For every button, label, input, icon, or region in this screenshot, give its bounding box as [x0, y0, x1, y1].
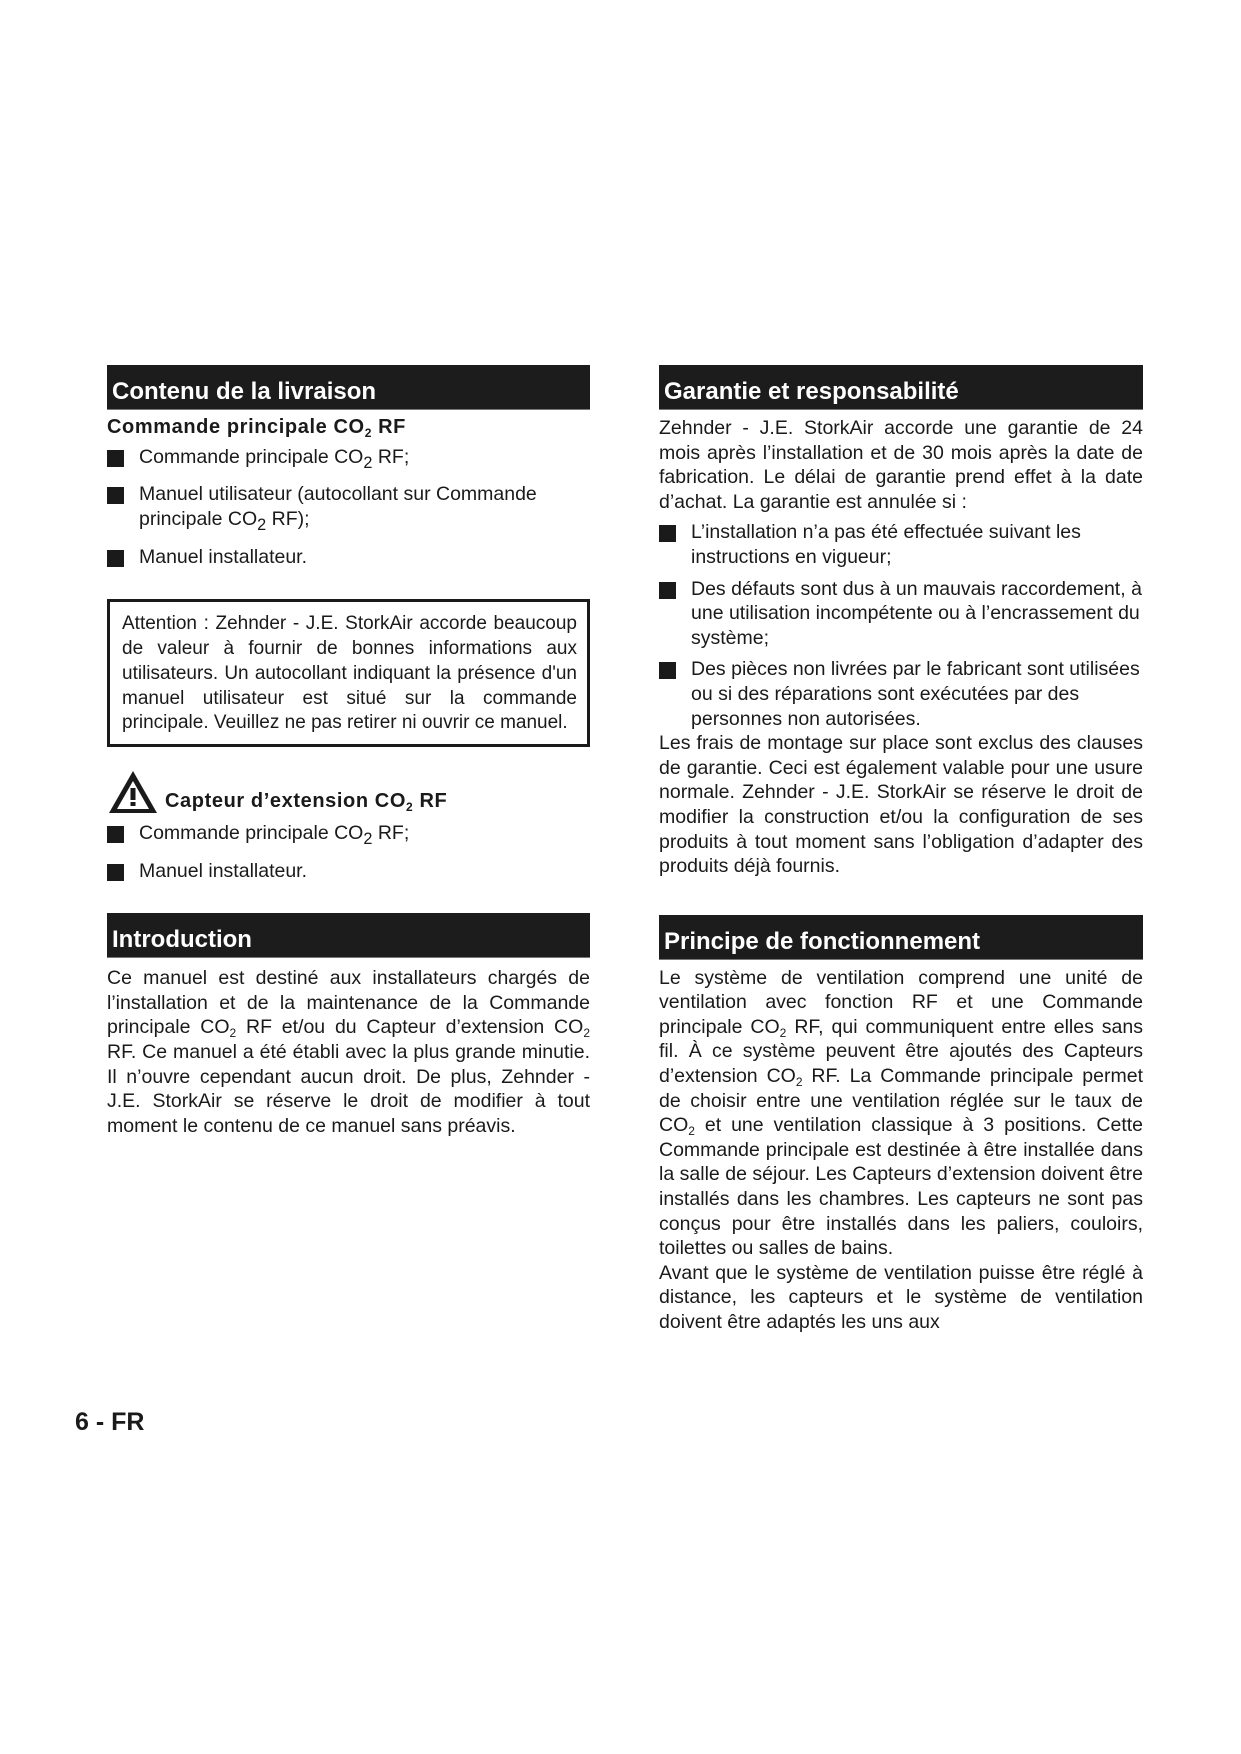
introduction-text: Ce manuel est destiné aux installateurs chargés de l’installation et de la maintenance de la Commande principale $CO_2$ RF et/ou du Capteur d’extension $CO_2$ RF. Ce manuel a été établi avec la plus grande minutie. Il n’ouvre cependant aucun droit. De plus, Zehnder - J.E. StorkAir se réserve le droit de modifier à tout moment le contenu de ce manuel sans préavis.	[107, 967, 590, 1137]
introduction-header: Introduction	[107, 913, 590, 958]
warning-triangle-icon	[107, 769, 159, 815]
page-number: 6 - FR	[75, 1408, 145, 1436]
warranty-closing: Les frais de montage sur place sont exclus des clauses de garantie. Ceci est également valable pour une usure normale. Zehnder - J.E. StorkAir se réserve le droit de modifier la construction et/ou la configuration de ses produits à tout moment sans l’obligation d’adapter des produits déjà fournis.	[659, 732, 1143, 878]
main-control-title: Commande principale $CO_2$ RF	[107, 416, 407, 440]
extension-sensor-title: Capteur d’extension $CO_2$ RF	[165, 790, 448, 815]
delivery-header: Contenu de la livraison	[107, 365, 590, 410]
list-item: Des pièces non livrées par le fabricant sont utilisées ou si des réparations sont exécutées par des personnes non autorisées.	[659, 657, 1143, 731]
square-bullet-icon	[107, 826, 124, 843]
attention-notice-box	[107, 599, 590, 747]
main-items-list	[107, 445, 590, 569]
list-item: Manuel installateur.	[107, 545, 590, 570]
list-item: Commande principale $CO_2$ RF;	[107, 445, 590, 475]
list-item: Des défauts sont dus à un mauvais raccordement, à une utilisation incompétente ou à l’encrassement du système;	[659, 577, 1143, 651]
square-bullet-icon	[659, 525, 676, 542]
extension-items-list	[107, 821, 590, 883]
square-bullet-icon	[659, 662, 676, 679]
square-bullet-icon	[107, 550, 124, 567]
warranty-intro: Zehnder - J.E. StorkAir accorde une garantie de 24 mois après l’installation et de 30 mois après la date de fabrication. Le délai de garantie prend effet à la date d’achat. La garantie est annulée si :	[659, 417, 1143, 513]
right-column	[659, 365, 1143, 1335]
list-item: Commande principale $CO_2$ RF;	[107, 821, 590, 851]
principle-text: Le système de ventilation comprend une unité de ventilation avec fonction RF et une Commande principale $CO_2$ RF, qui communiquent entre elles sans fil. À ce système peuvent être ajoutés des Capteurs d’extension $CO_2$ RF. La Commande principale permet de choisir entre une ventilation réglée sur le taux de $CO_2$ et une ventilation classique à 3 positions. Cette Commande principale est destinée à être installée dans la salle de séjour. Les Capteurs d’extension doivent être installés dans les chambres. Les capteurs ne sont pas conçus pour être installés dans les paliers, couloirs, toilettes ou salles de bains.	[659, 966, 1143, 1260]
attention-notice-text: Attention : Zehnder - J.E. StorkAir accorde beaucoup de valeur à fournir de bonnes informations aux utilisateurs. Un autocollant indiquant la présence d'un manuel utilisateur est situé sur la commande principale. Veuillez ne pas retirer ni ouvrir ce manuel.	[122, 613, 577, 734]
list-item: Manuel utilisateur (autocollant sur Commande principale $CO_2$ RF);	[107, 482, 590, 537]
square-bullet-icon	[107, 487, 124, 504]
left-column	[107, 365, 590, 1138]
warranty-header: Garantie et responsabilité	[659, 365, 1143, 410]
square-bullet-icon	[107, 864, 124, 881]
square-bullet-icon	[107, 450, 124, 467]
extension-heading-row	[107, 769, 590, 815]
principle-text-continued: Avant que le système de ventilation puisse être réglé à distance, les capteurs et le système de ventilation doivent être adaptés les uns aux	[659, 1261, 1143, 1333]
warranty-conditions-list	[659, 520, 1143, 731]
principle-header: Principe de fonctionnement	[659, 915, 1143, 960]
list-item: L’installation n’a pas été effectuée suivant les instructions en vigueur;	[659, 520, 1143, 569]
list-item: Manuel installateur.	[107, 859, 590, 884]
square-bullet-icon	[659, 582, 676, 599]
